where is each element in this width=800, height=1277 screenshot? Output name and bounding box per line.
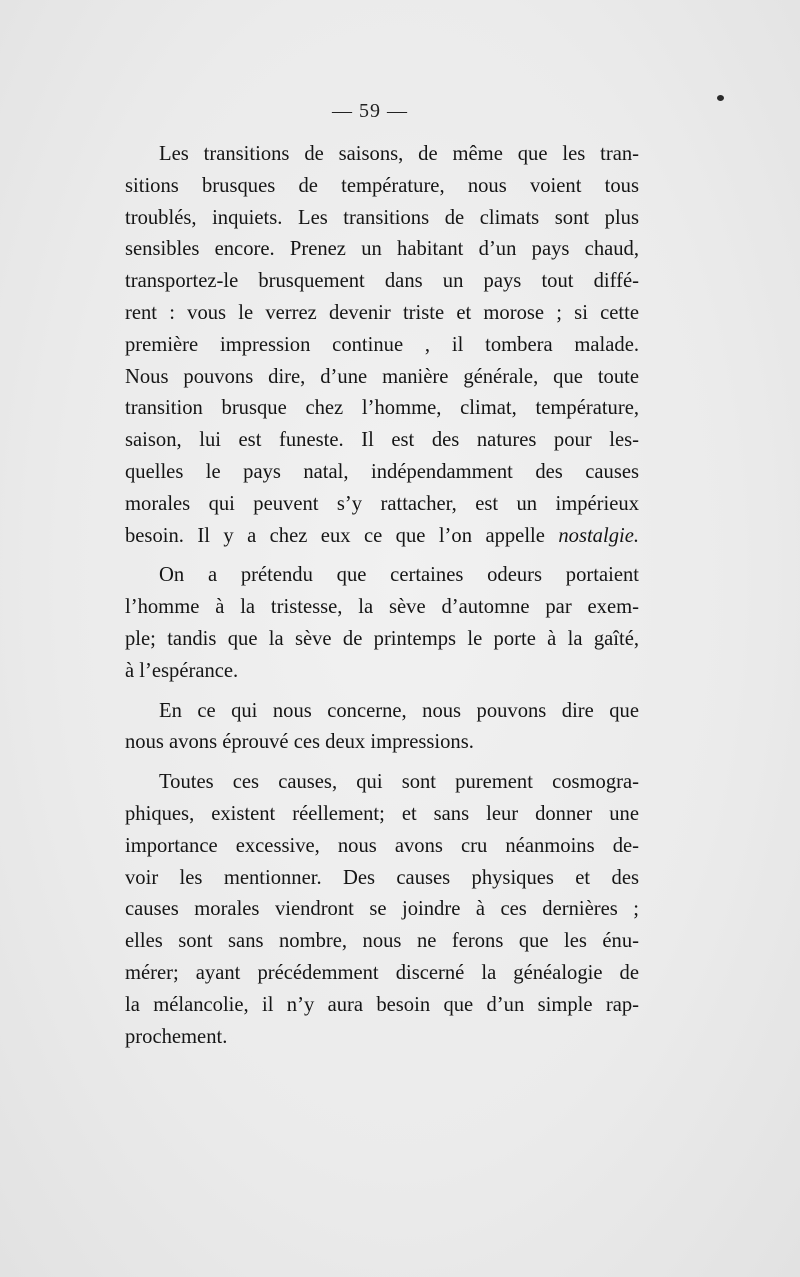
text-line: sitions brusques de température, nous voient tous xyxy=(125,174,639,197)
page-number: — 59 — xyxy=(332,100,408,122)
text-line: première impression continue , il tombera malade. xyxy=(125,333,639,356)
text-line: Nous pouvons dire, d’une manière générale, que toute xyxy=(125,365,639,388)
text-line: transportez-le brusquement dans un pays tout diffé- xyxy=(125,270,639,293)
paragraph-4 xyxy=(125,767,639,1053)
text-line: Les transitions de saisons, de même que les tran- xyxy=(159,143,639,165)
text-line: l’homme à la tristesse, la sève d’automne par exem- xyxy=(125,596,639,619)
text-line: rent : vous le verrez devenir triste et morose ; si cette xyxy=(125,301,639,324)
text-line: ple; tandis que la sève de printemps le porte à la gaîté, xyxy=(125,627,639,650)
text-line: nous avons éprouvé ces deux impressions. xyxy=(125,731,474,754)
paragraph-3 xyxy=(125,696,639,760)
text-line: En ce qui nous concerne, nous pouvons dire que xyxy=(159,699,639,722)
text-line: mérer; ayant précédemment discerné la généalogie de xyxy=(125,961,639,984)
text-line: importance excessive, nous avons cru néanmoins de- xyxy=(125,834,639,857)
text-line: elles sont sans nombre, nous ne ferons que les énu- xyxy=(125,930,639,953)
text-segment: besoin. Il y a chez eux ce que l’on appelle xyxy=(125,524,545,547)
text-line: voir les mentionner. Des causes physiques et des xyxy=(125,866,639,889)
text-line-with-italic xyxy=(125,521,639,553)
paragraph-2 xyxy=(125,560,639,687)
text-line: phiques, existent réellement; et sans leur donner une xyxy=(125,802,639,825)
text-line: transition brusque chez l’homme, climat, température, xyxy=(125,397,639,420)
text-line: prochement. xyxy=(125,1025,228,1048)
text-line: causes morales viendront se joindre à ces dernières ; xyxy=(125,898,639,921)
italic-term: nostalgie. xyxy=(558,524,639,547)
text-line: troublés, inquiets. Les transitions de climats sont plus xyxy=(125,206,639,229)
text-line: Toutes ces causes, qui sont purement cosmogra- xyxy=(159,771,639,794)
body-text xyxy=(125,139,639,1061)
paragraph-1 xyxy=(125,139,639,552)
text-line: sensibles encore. Prenez un habitant d’un pays chaud, xyxy=(125,238,639,261)
text-line: morales qui peuvent s’y rattacher, est un impérieux xyxy=(125,492,639,515)
text-line: la mélancolie, il n’y aura besoin que d’un simple rap- xyxy=(125,993,639,1016)
text-line: quelles le pays natal, indépendamment des causes xyxy=(125,460,639,483)
text-line: saison, lui est funeste. Il est des natures pour les- xyxy=(125,429,639,452)
text-line: à l’espérance. xyxy=(125,659,239,682)
text-line: On a prétendu que certaines odeurs portaient xyxy=(159,564,639,587)
